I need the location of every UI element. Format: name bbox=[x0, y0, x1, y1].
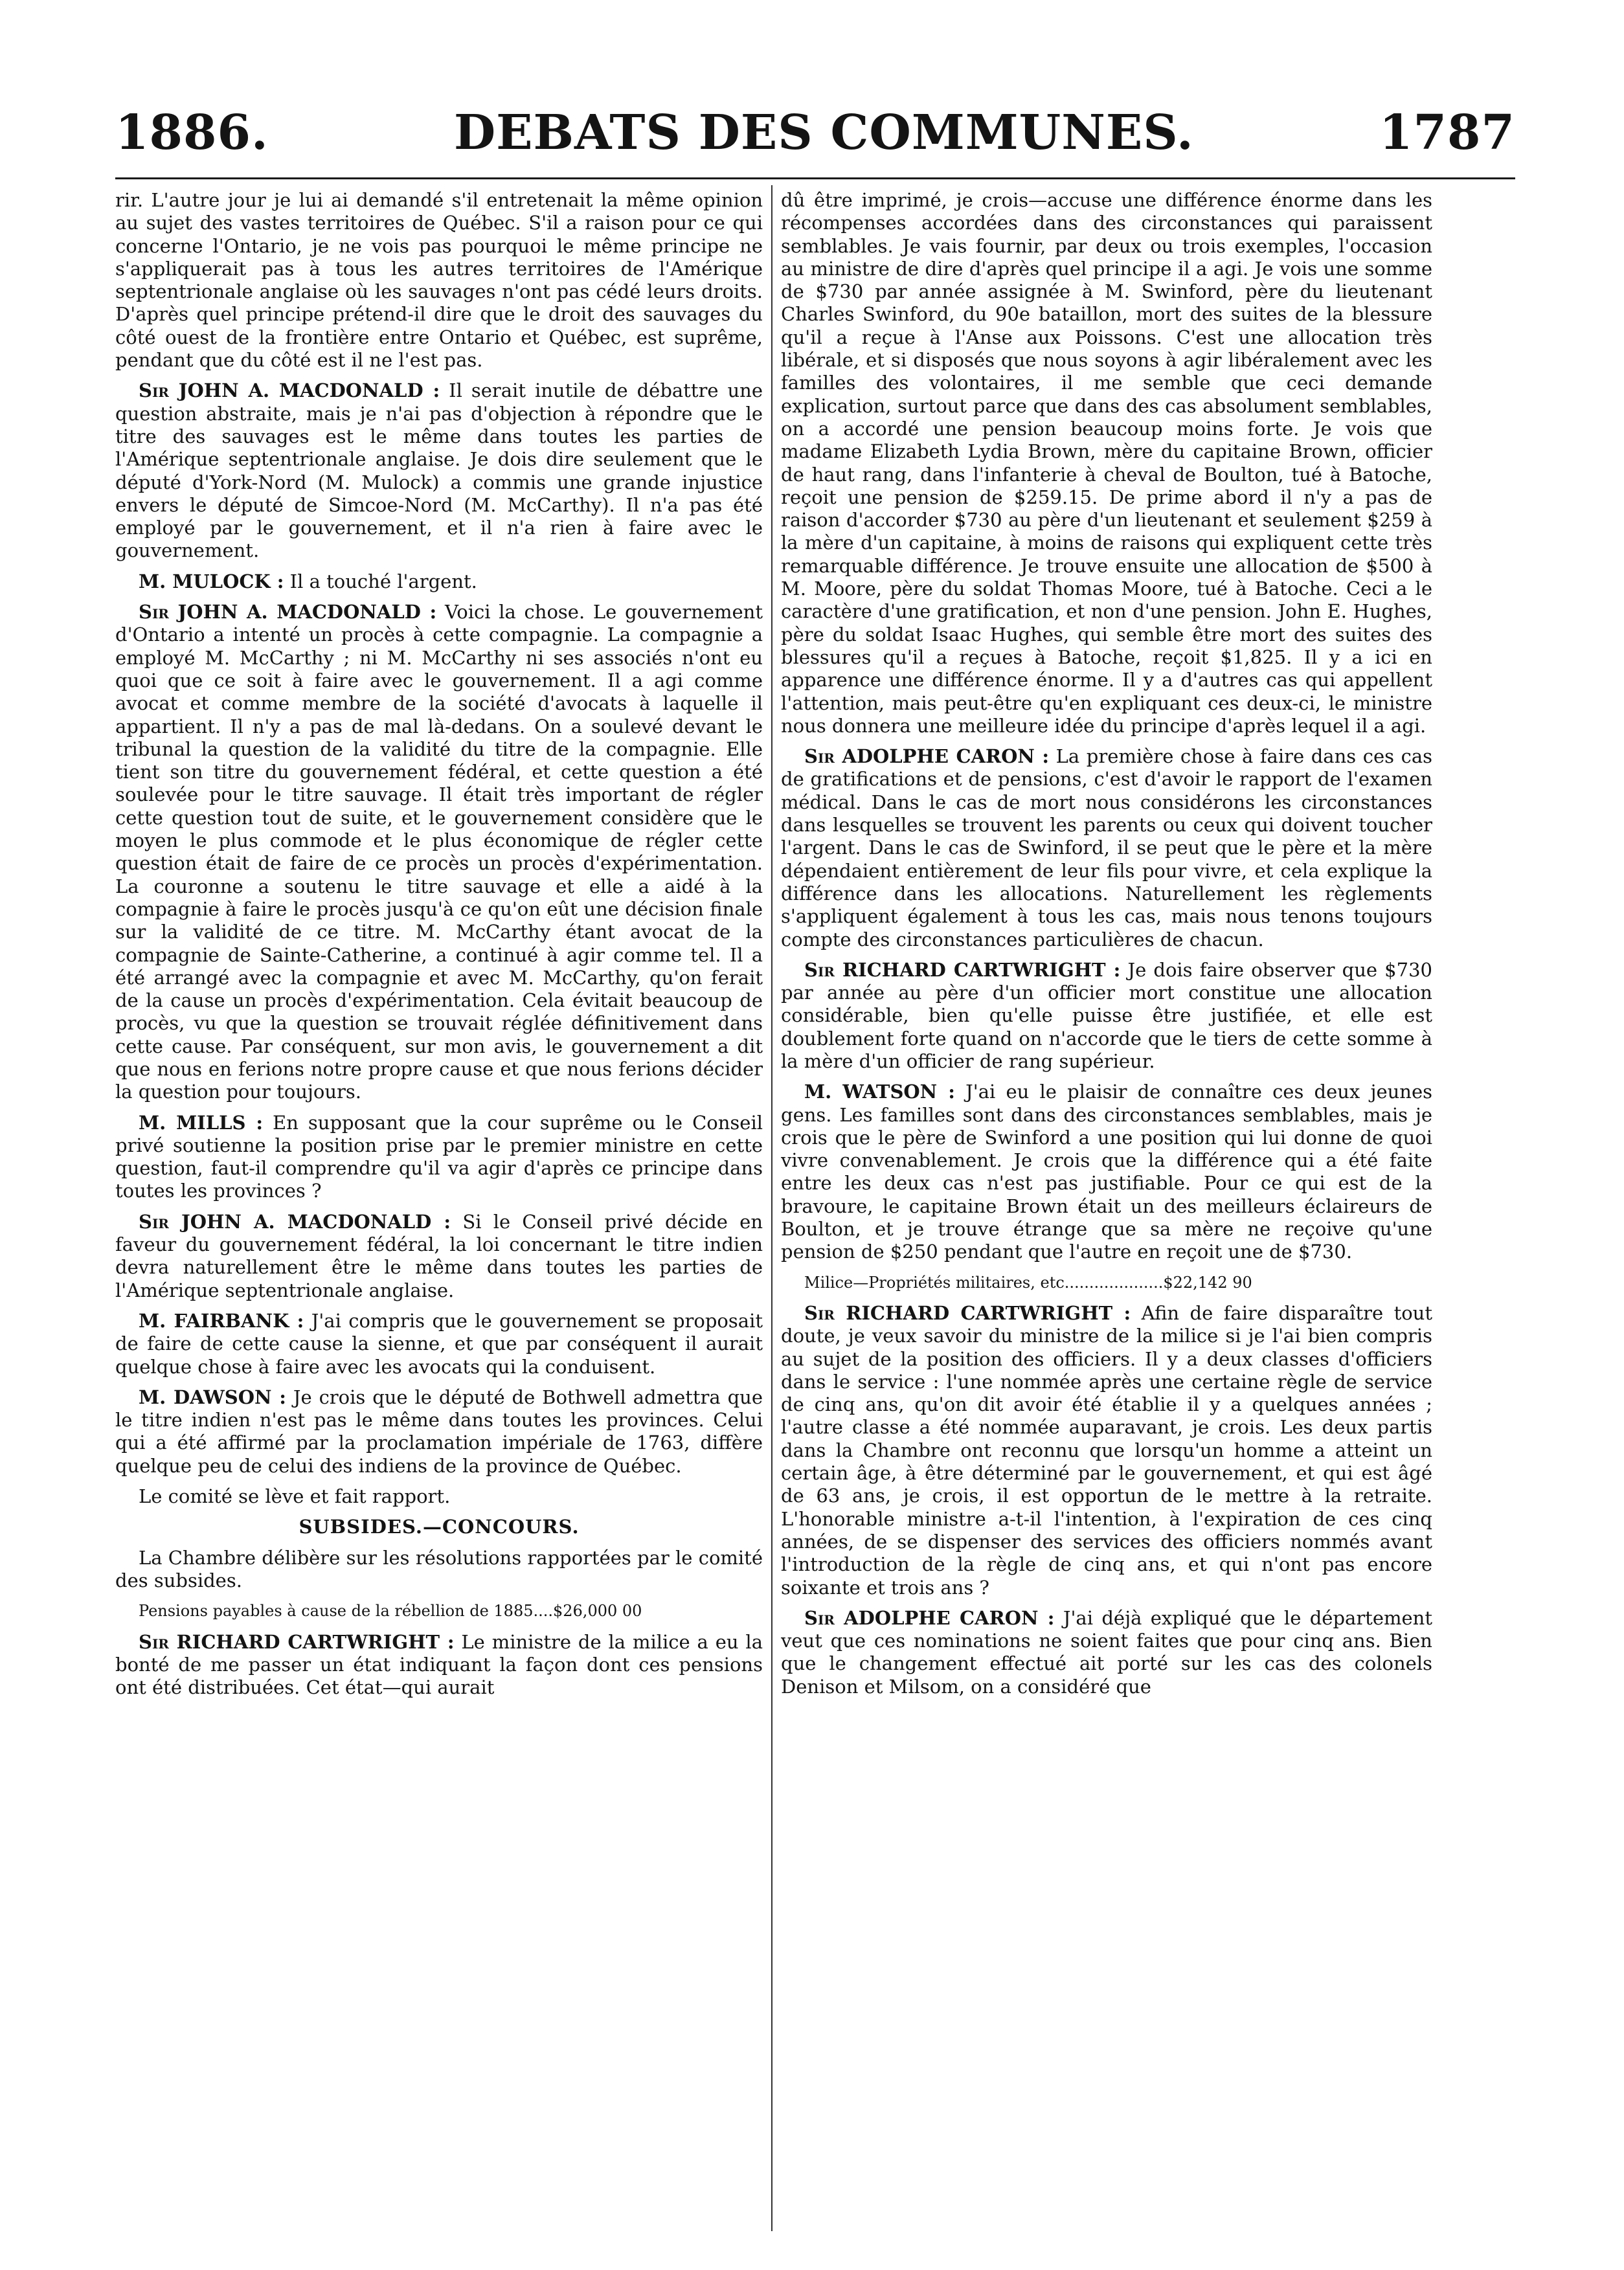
paragraph-text: J'ai eu le plaisir de connaître ces deux jeunes gens. Les familles sont dans des circonstances semblables, mais je crois que le père de Swinford a une position qui lui donne de quoi vivre convenablement. Je crois que la différence qui a été faite entre les deux cas n'est pas justifiable. Pour ce qui est de la bravoure, le capitaine Brown était un des meilleurs éclaireurs de Boulton, et je trouve étrange que sa mère ne reçoive qu'une pension de $250 pendant que l'autre en reçoit une de $730. bbox=[781, 1081, 1432, 1263]
paragraph-text: Si le Conseil privé décide en faveur du gouvernement fédéral, la loi concernant le titre indien devra naturellement être le même dans toutes les parties de l'Amérique septentrionale anglaise. bbox=[115, 1210, 763, 1301]
paragraph bbox=[115, 1112, 763, 1203]
paragraph-text: Voici la chose. Le gouvernement d'Ontario a intenté un procès à cette compagnie. La compagnie a employé M. McCarthy ; ni M. McCarthy ni ses associés n'ont eu quoi que ce soit à faire avec le gouvernement. Il a agi comme avocat et comme membre de la société d'avocats à laquelle il appartient. Il n'y a pas de mal là-dedans. On a soulevé devant le tribunal la question de la validité du titre de la compagnie. Elle tient son titre du gouvernement fédéral, et cette question a été soulevée pour le titre sauvage. Il était très important de régler cette question tout de suite, et le gouvernement considère que le moyen le plus commode et le plus économique de régler cette question était de faire de ce procès un procès d'expérimentation. La couronne a soutenu le titre sauvage et elle a aidé à la compagnie à faire le procès jusqu'à ce qu'on eût une décision finale sur la validité de ce titre. M. McCarthy étant avocat de la compagnie de Sainte-Catherine, a continué à agir comme tel. Il a été arrangé avec la compagnie et avec M. McCarthy, qu'on ferait de la cause un procès d'expérimentation. Cela évitait beaucoup de procès, vu que la question se trouvait réglée définitivement dans cette cause. Par conséquent, sur mon avis, le gouvernement a dit que nous en ferions notre propre cause et que nous ferions décider la question pour toujours. bbox=[115, 601, 763, 1103]
speaker-name: M. MULOCK : bbox=[139, 570, 284, 592]
right-column-end bbox=[781, 1302, 1432, 1698]
paragraph bbox=[781, 959, 1432, 1073]
paragraph-text: Je dois faire observer que $730 par année au père d'un officier mort constitue une allocation considérable, bien qu'elle puisse être justifiée, et elle est doublement forte quand on n'accorde que le tiers de cette somme à la mère d'un officier de rang supérieur. bbox=[781, 958, 1432, 1072]
header-rule bbox=[115, 177, 1515, 179]
left-column-end bbox=[115, 1631, 763, 1700]
right-column bbox=[781, 189, 1432, 2229]
paragraph bbox=[781, 189, 1432, 737]
speaker-name: M. FAIRBANK : bbox=[139, 1309, 304, 1332]
paragraph-text: En supposant que la cour suprême ou le Conseil privé soutienne la position prise par le premier ministre en cette question, faut-il comprendre qu'il va agir d'après ce principe dans toutes les provinces ? bbox=[115, 1111, 763, 1202]
speaker-name: Sir ADOLPHE CARON : bbox=[804, 1606, 1055, 1629]
right-item-label: Milice—Propriétés militaires, etc.................... bbox=[804, 1273, 1164, 1292]
section-heading: SUBSIDES.—CONCOURS. bbox=[299, 1516, 580, 1538]
speaker-name: Sir RICHARD CARTWRIGHT : bbox=[804, 958, 1121, 981]
paragraph-text: Le comité se lève et fait rapport. bbox=[139, 1485, 451, 1508]
header-page-number: 1787 bbox=[1379, 105, 1515, 161]
paragraph bbox=[115, 1310, 763, 1378]
paragraph bbox=[115, 379, 763, 562]
speaker-name: M. DAWSON : bbox=[139, 1386, 286, 1408]
paragraph bbox=[115, 1485, 763, 1508]
paragraph bbox=[781, 1302, 1432, 1599]
right-item-amount: $22,142 90 bbox=[1163, 1273, 1252, 1292]
header-year: 1886. bbox=[115, 105, 269, 161]
left-column-paragraphs bbox=[115, 189, 763, 1508]
speaker-name: M. MILLS : bbox=[139, 1111, 264, 1134]
speaker-name: Sir RICHARD CARTWRIGHT : bbox=[139, 1630, 455, 1653]
paragraph bbox=[115, 1386, 763, 1478]
speaker-name: Sir JOHN A. MACDONALD : bbox=[139, 601, 437, 624]
paragraph bbox=[781, 1081, 1432, 1263]
left-item-label: Pensions payables à cause de la rébellion de 1885.... bbox=[139, 1602, 553, 1621]
left-item-line bbox=[115, 1600, 763, 1623]
paragraph bbox=[781, 745, 1432, 951]
page-header bbox=[115, 97, 1515, 168]
right-item-line bbox=[781, 1272, 1432, 1294]
paragraph-text: J'ai compris que le gouvernement se proposait de faire de cette cause la sienne, et que par conséquent il aurait quelque chose à faire avec les avocats qui la conduisent. bbox=[115, 1309, 763, 1378]
column-divider bbox=[771, 185, 773, 2231]
paragraph-text: Afin de faire disparaître tout doute, je veux savoir du ministre de la milice si je l'ai bien compris au sujet de la position des officiers. Il y a deux classes d'officiers dans le service : l'une nommée après une certaine règle de service de cinq ans, qu'on dit avoir été établie il y a quelques années ; l'autre classe a été nommée auparavant, je crois. Les deux partis dans la Chambre ont reconnu que lorsqu'un homme a atteint un certain âge, à être déterminé par le gouvernement, et qui est âgé de 63 ans, je crois, il est opportun de le mettre à la retraite. L'honorable ministre a-t-il l'intention, à l'expiration de ces cinq années, de se dispenser des services des officiers nommés avant l'introduction de la règle de cinq ans, et qui n'ont pas encore soixante et trois ans ? bbox=[781, 1301, 1432, 1599]
paragraph-text: J'ai déjà expliqué que le département veut que ces nominations ne soient faites que pour cinq ans. Bien que le changement effectué ait porté sur les cas des colonels Denison et Milsom, on a considéré que bbox=[781, 1606, 1432, 1698]
paragraph bbox=[115, 1211, 763, 1302]
paragraph-text: Il serait inutile de débattre une question abstraite, mais je n'ai pas d'objection à répondre que le titre des sauvages est le même dans toutes les parties de l'Amérique septentrionale anglaise. Je dois dire seulement que le député d'York-Nord (M. Mulock) a commis une grande injustice envers le député de Simcoe-Nord (M. McCarthy). Il n'a pas été employé par le gouvernement, et il n'a rien à faire avec le gouvernement. bbox=[115, 379, 763, 562]
paragraph-text: dû être imprimé, je crois—accuse une différence énorme dans les récompenses accordées dans des circonstances qui paraissent semblables. Je vais fournir, par deux ou trois exemples, l'occasion au ministre de dire d'après quel principe il a agi. Je vois une somme de $730 par année assignée à M. Swinford, père du lieutenant Charles Swinford, du 90e bataillon, mort des suites de la blessure qu'il a reçue à l'Anse aux Poissons. C'est une allocation très libérale, et si disposés que nous soyons à agir libéralement avec les familles des volontaires, il me semble que ceci demande explication, surtout parce que dans des cas absolument semblables, on a accordé une pension beaucoup moins forte. Je vois que madame Elizabeth Lydia Brown, mère du capitaine Brown, officier de haut rang, dans l'infanterie à cheval de Boulton, tué à Batoche, reçoit une pension de $259.15. De prime abord il n'y a pas de raison d'accorder $730 au père d'un lieutenant et seulement $259 à la mère d'un capitaine, à moins de raisons qui expliquent cette très remarquable différence. Je trouve ensuite une allocation de $500 à M. Moore, père du soldat Thomas Moore, tué à Batoche. Ceci a le caractère d'une gratification, et non d'une pension. John E. Hughes, père du soldat Isaac Hughes, qui semble être mort des suites des blessures qu'il a reçues à Batoche, reçoit $1,825. Il y a ici en apparence une différence énorme. Il y a d'autres cas qui appellent l'attention, mais peut-être qu'en expliquant ces deux-ci, le ministre nous donnera une meilleure idée du principe d'après lequel il a agi. bbox=[781, 189, 1432, 737]
paragraph-text: Il a touché l'argent. bbox=[289, 570, 477, 592]
speaker-name: Sir JOHN A. MACDONALD : bbox=[139, 379, 440, 402]
paragraph-text: Je crois que le député de Bothwell admettra que le titre indien n'est pas le même dans toutes les provinces. Celui qui a été affirmé par la proclamation impériale de 1763, diffère quelque peu de celui des indiens de la province de Québec. bbox=[115, 1386, 763, 1477]
paragraph-text: Le ministre de la milice a eu la bonté de me passer un état indiquant la façon dont ces pensions ont été distribuées. Cet état—qui aurait bbox=[115, 1630, 763, 1699]
right-column-paragraphs bbox=[781, 189, 1432, 1264]
paragraph bbox=[115, 1547, 763, 1593]
paragraph bbox=[115, 601, 763, 1104]
left-column-after-heading bbox=[115, 1547, 763, 1593]
paragraph-text: rir. L'autre jour je lui ai demandé s'il entretenait la même opinion au sujet des vastes territoires de Québec. S'il a raison pour ce qui concerne l'Ontario, je ne vois pas pourquoi le même principe ne s'appliquerait pas à tous les autres territoires de l'Amérique septentrionale anglaise où les sauvages n'ont pas cédé leurs droits. D'après quel principe prétend-il dire que le droit des sauvages du côté ouest de la frontière entre Ontario et Québec, est suprême, pendant que du côté est il ne l'est pas. bbox=[115, 189, 763, 372]
paragraph-text: La Chambre délibère sur les résolutions rapportées par le comité des subsides. bbox=[115, 1546, 763, 1591]
left-column bbox=[115, 189, 763, 2229]
speaker-name: Sir JOHN A. MACDONALD : bbox=[139, 1210, 451, 1233]
paragraph bbox=[115, 189, 763, 372]
speaker-name: Sir ADOLPHE CARON : bbox=[804, 745, 1050, 768]
paragraph bbox=[115, 570, 763, 593]
left-item-amount: $26,000 00 bbox=[553, 1602, 642, 1621]
speaker-name: Sir RICHARD CARTWRIGHT : bbox=[804, 1301, 1131, 1324]
header-title: DEBATS DES COMMUNES. bbox=[453, 105, 1194, 161]
paragraph bbox=[115, 1631, 763, 1700]
speaker-name: M. WATSON : bbox=[804, 1081, 955, 1103]
paragraph-text: La première chose à faire dans ces cas de gratifications et de pensions, c'est d'avoir le rapport de l'examen médical. Dans le cas de mort nous considérons les circonstances dans lesquelles se trouvent les parents ou ceux qui doivent toucher l'argent. Dans le cas de Swinford, il se peut que le père et la mère dépendaient entièrement de leur fils pour vivre, et cela explique la différence dans les allocations. Naturellement les règlements s'appliquent également à tous les cas, mais nous tenons toujours compte des circonstances particulières de chacun. bbox=[781, 745, 1432, 950]
paragraph bbox=[781, 1607, 1432, 1698]
